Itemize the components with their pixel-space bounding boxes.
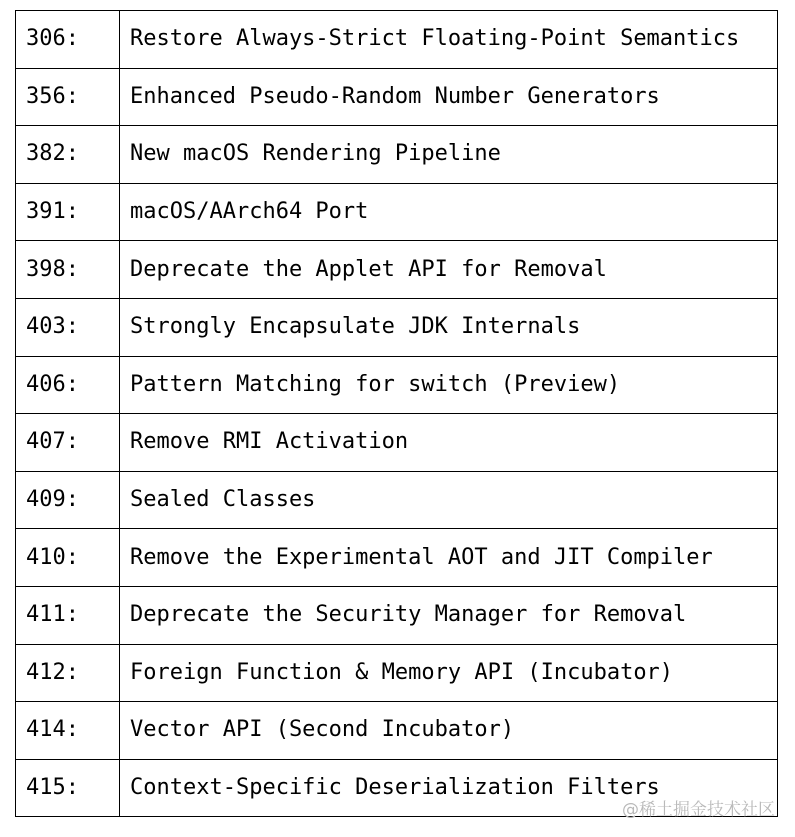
jep-number: 356:: [16, 68, 120, 126]
jep-number: 409:: [16, 471, 120, 529]
jep-title: Sealed Classes: [120, 471, 778, 529]
jep-title: Context-Specific Deserialization Filters: [120, 759, 778, 817]
jep-number: 410:: [16, 529, 120, 587]
table-row: [16, 471, 778, 529]
jep-number: 382:: [16, 126, 120, 184]
table-row: [16, 529, 778, 587]
table-row: [16, 356, 778, 414]
jep-number: 403:: [16, 298, 120, 356]
table-row: [16, 68, 778, 126]
jep-title: Enhanced Pseudo-Random Number Generators: [120, 68, 778, 126]
table-row: [16, 414, 778, 472]
jep-title: Remove RMI Activation: [120, 414, 778, 472]
jep-number: 398:: [16, 241, 120, 299]
jep-number: 411:: [16, 586, 120, 644]
table-row: [16, 126, 778, 184]
jep-title: Strongly Encapsulate JDK Internals: [120, 298, 778, 356]
jep-title: Remove the Experimental AOT and JIT Compiler: [120, 529, 778, 587]
table-row: [16, 241, 778, 299]
jep-table: [15, 10, 778, 817]
jep-title: Vector API (Second Incubator): [120, 702, 778, 760]
jep-number: 306:: [16, 11, 120, 69]
jep-number: 415:: [16, 759, 120, 817]
jep-number: 406:: [16, 356, 120, 414]
table-row: [16, 11, 778, 69]
jep-title: macOS/AArch64 Port: [120, 183, 778, 241]
jep-title: Deprecate the Security Manager for Removal: [120, 586, 778, 644]
table-row: [16, 183, 778, 241]
jep-number: 391:: [16, 183, 120, 241]
table-row: [16, 644, 778, 702]
jep-title: Restore Always-Strict Floating-Point Semantics: [120, 11, 778, 69]
jep-number: 407:: [16, 414, 120, 472]
jep-number: 414:: [16, 702, 120, 760]
jep-title: New macOS Rendering Pipeline: [120, 126, 778, 184]
jep-title: Pattern Matching for switch (Preview): [120, 356, 778, 414]
table-row: [16, 586, 778, 644]
watermark: @稀土掘金技术社区: [622, 800, 775, 820]
table-row: [16, 702, 778, 760]
table-row: [16, 298, 778, 356]
jep-title: Foreign Function & Memory API (Incubator): [120, 644, 778, 702]
jep-title: Deprecate the Applet API for Removal: [120, 241, 778, 299]
jep-number: 412:: [16, 644, 120, 702]
